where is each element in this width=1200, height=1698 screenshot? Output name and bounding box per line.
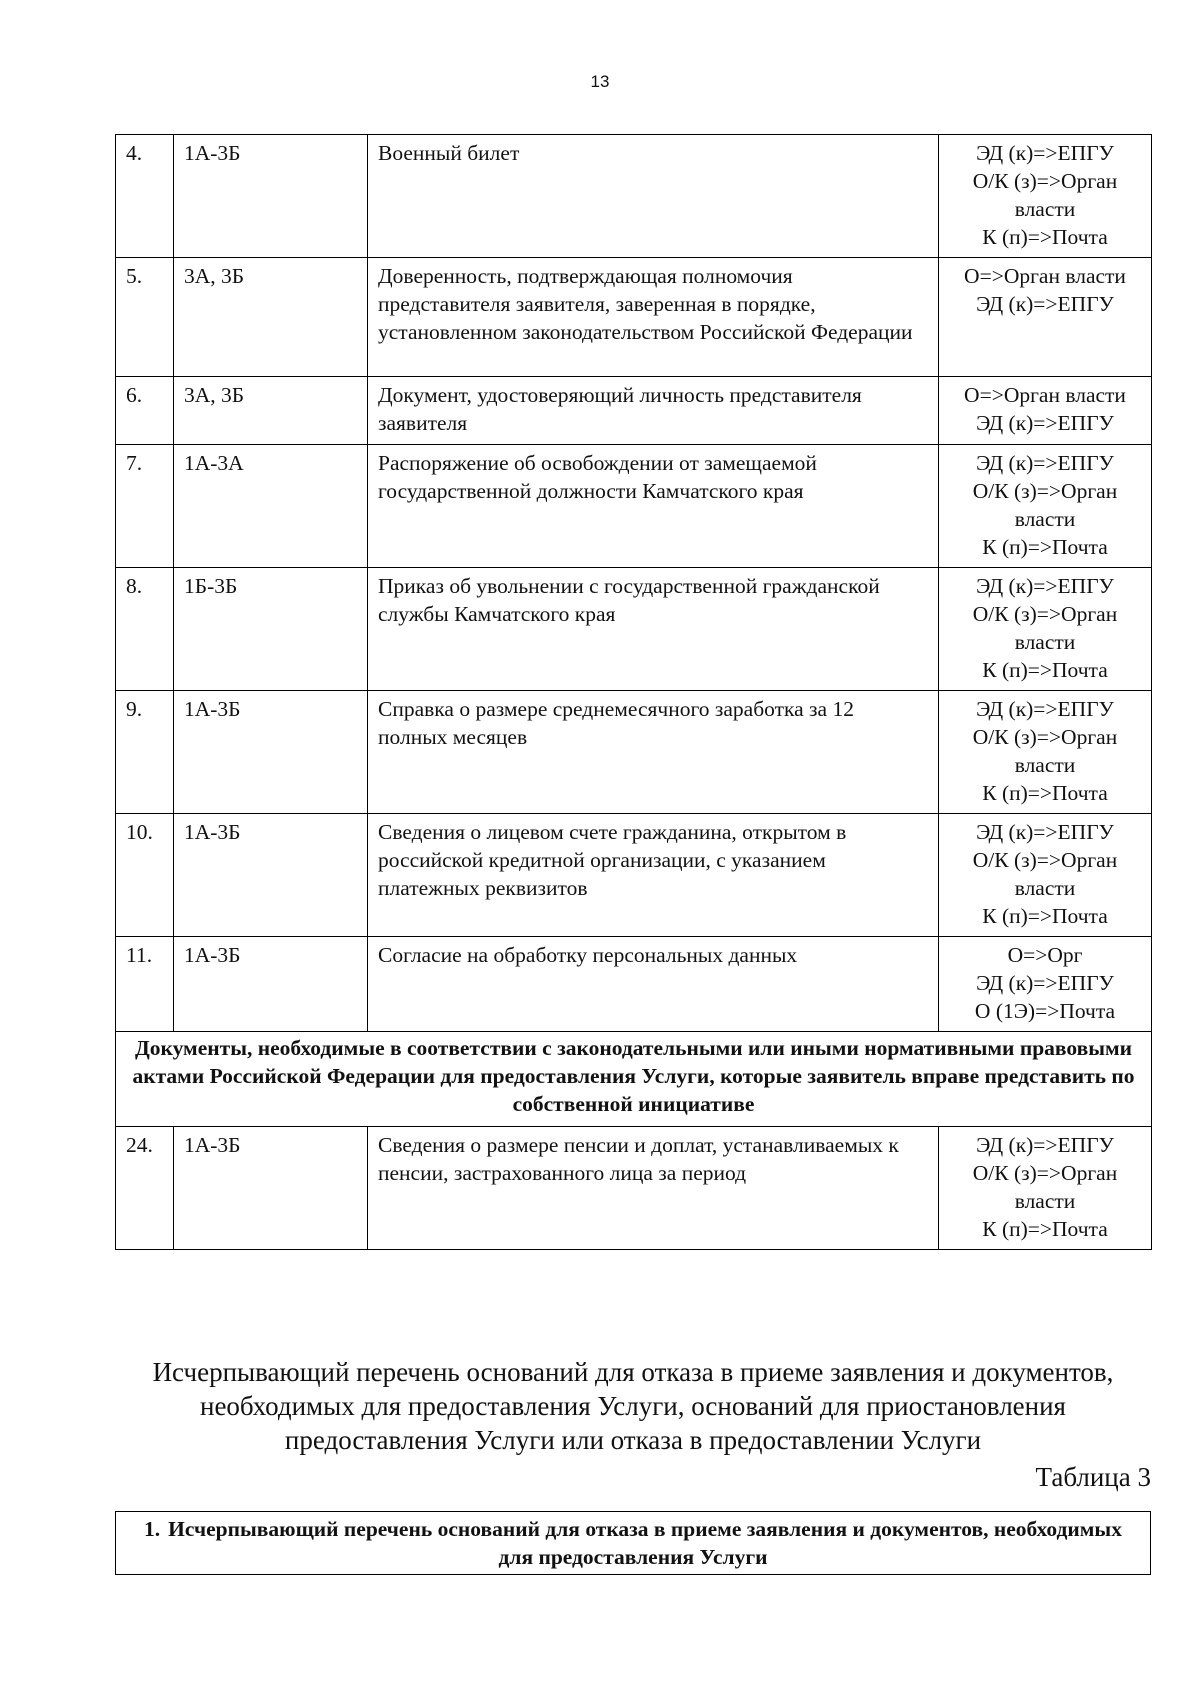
- submission-method-line: О=>Орган власти: [964, 264, 1126, 288]
- row-code: 3А, 3Б: [174, 377, 368, 445]
- table-label: Таблица 3: [1035, 1462, 1151, 1492]
- submission-method-line: ЭД (к)=>ЕПГУ: [976, 292, 1114, 316]
- submission-method-line: О/К (з)=>Орган: [972, 169, 1118, 193]
- table3-header: [115, 1511, 1151, 1575]
- row-code: 1А-3А: [174, 445, 368, 568]
- page-number: 13: [590, 72, 610, 91]
- section-row-text: Документы, необходимые в соответствии с законодательными или иными нормативными правовыми актами Российской Федерации для предоставления Услуги, которые заявитель вправе представить по собственной инициативе: [116, 1032, 1152, 1127]
- submission-method-line: К (п)=>Почта: [982, 781, 1108, 805]
- table-row: [116, 568, 1152, 691]
- row-submission-methods: [939, 377, 1152, 445]
- submission-method-line: ЭД (к)=>ЕПГУ: [976, 574, 1114, 598]
- row-code: 1А-3Б: [174, 135, 368, 258]
- row-document-name: Сведения о лицевом счете гражданина, открытом в российской кредитной организации, с указанием платежных реквизитов: [368, 814, 939, 937]
- table-row: [116, 445, 1152, 568]
- row-number: 4.: [116, 135, 174, 258]
- submission-method-line: К (п)=>Почта: [982, 535, 1108, 559]
- row-submission-methods: [939, 135, 1152, 258]
- row-document-name: Документ, удостоверяющий личность представителя заявителя: [368, 377, 939, 445]
- submission-method-line: О/К (з)=>Орган: [972, 1161, 1118, 1185]
- row-number: 11.: [116, 937, 174, 1032]
- submission-method-line: власти: [1014, 876, 1076, 900]
- documents-table: [115, 134, 1152, 1250]
- submission-method-line: К (п)=>Почта: [982, 904, 1108, 928]
- row-document-name: Сведения о размере пенсии и доплат, устанавливаемых к пенсии, застрахованного лица за период: [368, 1127, 939, 1250]
- row-code: 1А-3Б: [174, 691, 368, 814]
- table3-header-number: 1.: [144, 1517, 161, 1541]
- row-number: 24.: [116, 1127, 174, 1250]
- submission-method-line: К (п)=>Почта: [982, 1217, 1108, 1241]
- row-code: 1Б-3Б: [174, 568, 368, 691]
- table3-header-text: Исчерпывающий перечень оснований для отказа в приеме заявления и документов, необходимых для предоставления Услуги: [168, 1517, 1122, 1569]
- submission-method-line: власти: [1014, 753, 1076, 777]
- submission-method-line: О=>Орган власти: [964, 383, 1126, 407]
- row-document-name: Доверенность, подтверждающая полномочия представителя заявителя, заверенная в порядке, установленном законодательством Российской Федерации: [368, 258, 939, 377]
- row-code: 1А-3Б: [174, 1127, 368, 1250]
- row-submission-methods: [939, 691, 1152, 814]
- submission-method-line: ЭД (к)=>ЕПГУ: [976, 820, 1114, 844]
- row-document-name: Приказ об увольнении с государственной гражданской службы Камчатского края: [368, 568, 939, 691]
- row-number: 9.: [116, 691, 174, 814]
- submission-method-line: власти: [1014, 1189, 1076, 1213]
- submission-method-line: К (п)=>Почта: [982, 225, 1108, 249]
- row-document-name: Военный билет: [368, 135, 939, 258]
- row-document-name: Согласие на обработку персональных данных: [368, 937, 939, 1032]
- table-row: [116, 937, 1152, 1032]
- row-submission-methods: [939, 445, 1152, 568]
- row-number: 7.: [116, 445, 174, 568]
- row-code: 1А-3Б: [174, 937, 368, 1032]
- submission-method-line: ЭД (к)=>ЕПГУ: [976, 697, 1114, 721]
- table-row: [116, 377, 1152, 445]
- table-row: [116, 1127, 1152, 1250]
- row-submission-methods: [939, 814, 1152, 937]
- submission-method-line: К (п)=>Почта: [982, 658, 1108, 682]
- submission-method-line: ЭД (к)=>ЕПГУ: [976, 451, 1114, 475]
- section-row: [116, 1032, 1152, 1127]
- submission-method-line: О=>Орг: [1007, 943, 1083, 967]
- table-row: [116, 135, 1152, 258]
- table-row: [116, 691, 1152, 814]
- submission-method-line: ЭД (к)=>ЕПГУ: [976, 141, 1114, 165]
- row-number: 6.: [116, 377, 174, 445]
- documents-table-body: [116, 135, 1152, 1250]
- submission-method-line: О/К (з)=>Орган: [972, 602, 1118, 626]
- submission-method-line: власти: [1014, 630, 1076, 654]
- submission-method-line: О/К (з)=>Орган: [972, 725, 1118, 749]
- row-code: 3А, 3Б: [174, 258, 368, 377]
- submission-method-line: О (1Э)=>Почта: [974, 999, 1116, 1023]
- row-document-name: Распоряжение об освобождении от замещаемой государственной должности Камчатского края: [368, 445, 939, 568]
- row-submission-methods: [939, 258, 1152, 377]
- submission-method-line: власти: [1014, 507, 1076, 531]
- row-number: 8.: [116, 568, 174, 691]
- table-row: [116, 814, 1152, 937]
- submission-method-line: власти: [1014, 197, 1076, 221]
- submission-method-line: ЭД (к)=>ЕПГУ: [976, 1133, 1114, 1157]
- row-number: 10.: [116, 814, 174, 937]
- row-code: 1А-3Б: [174, 814, 368, 937]
- row-document-name: Справка о размере среднемесячного заработка за 12 полных месяцев: [368, 691, 939, 814]
- submission-method-line: О/К (з)=>Орган: [972, 479, 1118, 503]
- submission-method-line: ЭД (к)=>ЕПГУ: [976, 971, 1114, 995]
- submission-method-line: ЭД (к)=>ЕПГУ: [976, 411, 1114, 435]
- row-number: 5.: [116, 258, 174, 377]
- row-submission-methods: [939, 937, 1152, 1032]
- row-submission-methods: [939, 568, 1152, 691]
- table-row: [116, 258, 1152, 377]
- submission-method-line: О/К (з)=>Орган: [972, 848, 1118, 872]
- row-submission-methods: [939, 1127, 1152, 1250]
- section-heading: Исчерпывающий перечень оснований для отказа в приеме заявления и документов, необходимых для предоставления Услуги, оснований для приостановления предоставления Услуги или отказа в предоставлении Услуги: [152, 1357, 1114, 1455]
